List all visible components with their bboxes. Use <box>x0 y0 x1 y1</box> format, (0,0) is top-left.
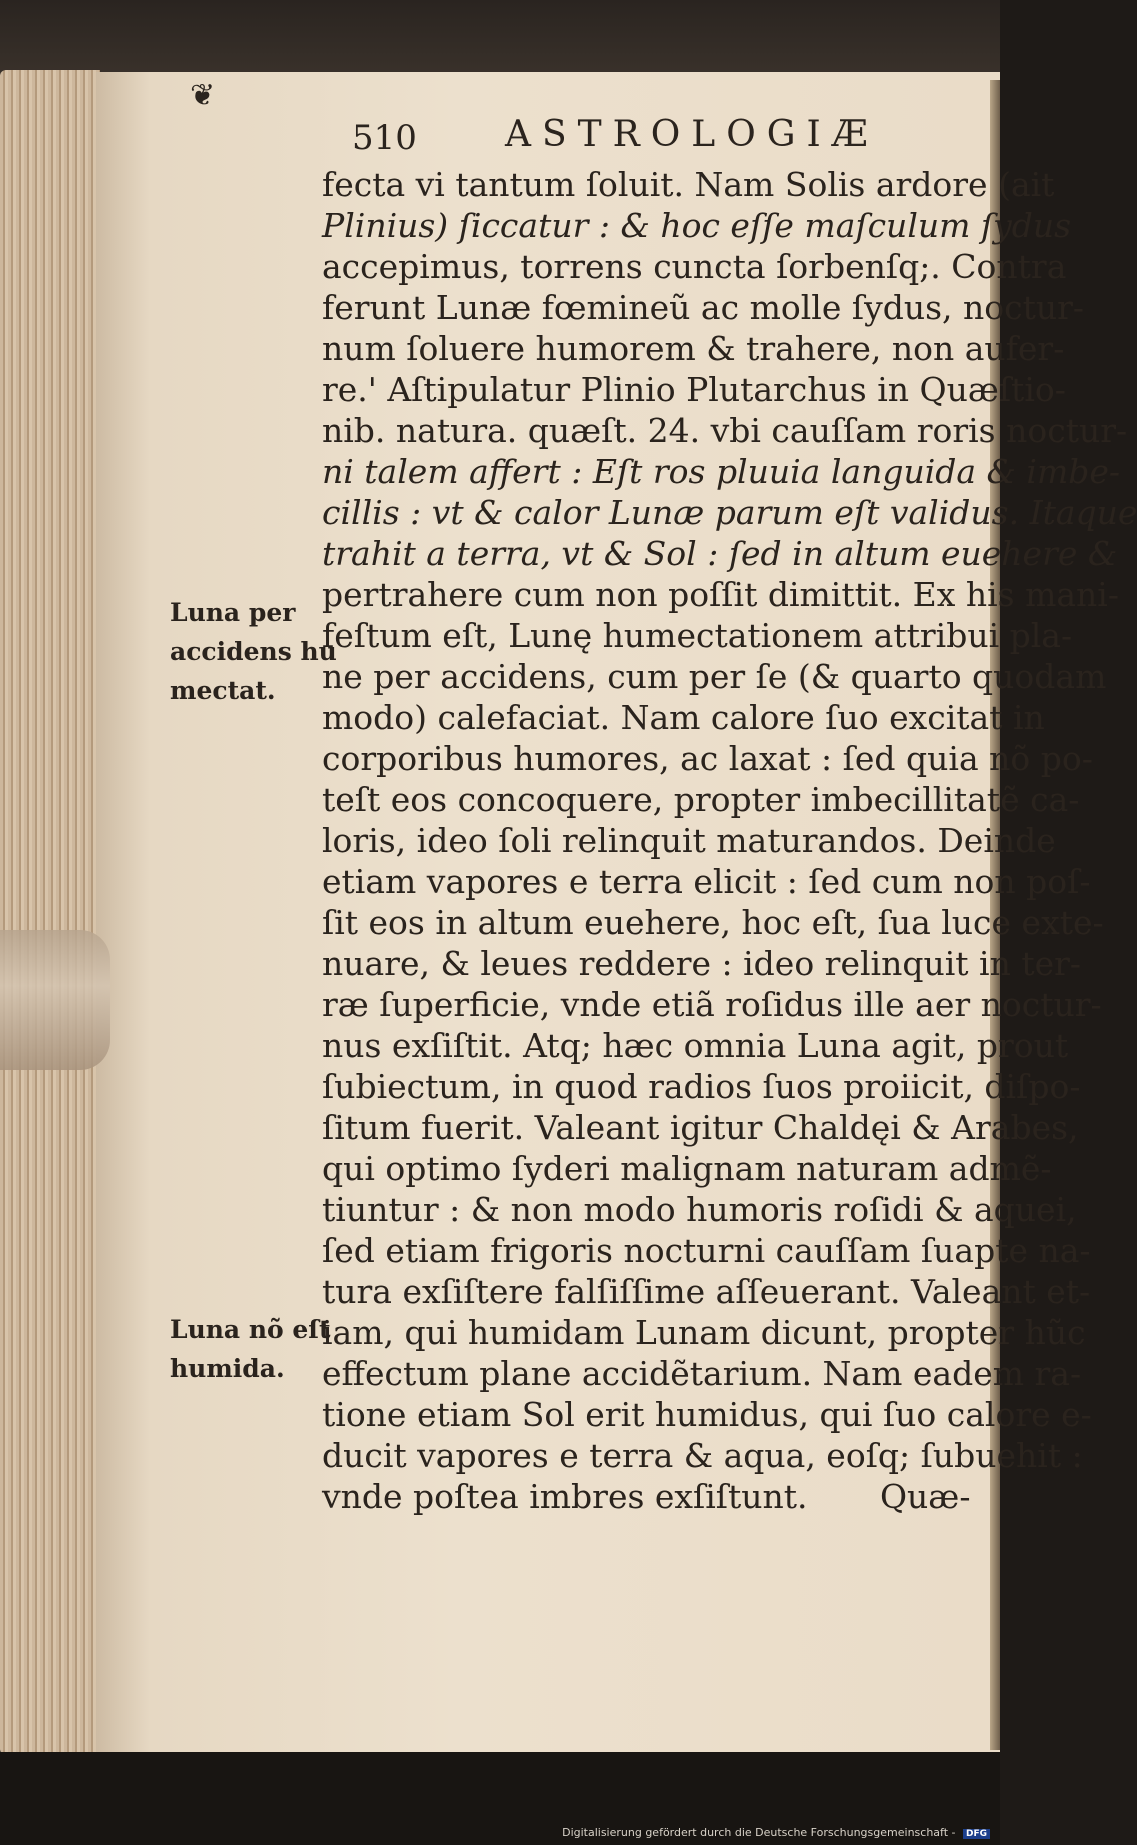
book-page-edges <box>0 70 100 1755</box>
text-line: ducit vapores e terra & aqua, eoſq; ſubuehit : <box>322 1436 1083 1475</box>
text-line: ſit eos in altum euehere, hoc eſt, ſua luce exte- <box>322 903 1104 942</box>
digitization-credit <box>562 1826 990 1839</box>
text-line: ne per accidens, cum per ſe (& quarto quodam <box>322 657 1107 696</box>
credit-text: Digitalisierung gefördert durch die Deutsche Forschungsgemeinschaft - <box>562 1826 956 1839</box>
text-line: fecta vi tantum ſoluit. Nam Solis ardore (ait <box>322 165 1055 204</box>
text-line: ſitum fuerit. Valeant igitur Chaldęi & Arabes, <box>322 1108 1079 1147</box>
text-line: Plinius) ſiccatur : & hoc eſſe maſculum ſydus <box>322 206 1072 245</box>
text-line: iam, qui humidam Lunam dicunt, propter hũc <box>322 1313 1086 1352</box>
text-line: ſed etiam frigoris nocturni cauſſam ſuapte na- <box>322 1231 1091 1270</box>
text-line: qui optimo ſyderi malignam naturam admẽ- <box>322 1149 1052 1188</box>
text-line: corporibus humores, ac laxat : ſed quia nõ po- <box>322 739 1093 778</box>
text-line: tura exſiſtere falſiſſime aſſeuerant. Valeant et- <box>322 1272 1091 1311</box>
margin-note-line: humida. <box>170 1354 285 1383</box>
text-line: teſt eos concoquere, propter imbecillitatẽ ca- <box>322 780 1080 819</box>
text-line: nus exſiſtit. Atq; hæc omnia Luna agit, prout <box>322 1026 1069 1065</box>
page-number: 510 <box>352 118 417 158</box>
margin-note-line: mectat. <box>170 676 276 705</box>
text-line: etiam vapores e terra elicit : ſed cum non poſ- <box>322 862 1091 901</box>
margin-note-line: Luna per <box>170 598 296 627</box>
text-line: feſtum eſt, Lunę humectationem attribui pla- <box>322 616 1073 655</box>
dfg-logo: DFG <box>963 1829 990 1839</box>
text-line: tione etiam Sol erit humidus, qui ſuo calore e- <box>322 1395 1092 1434</box>
margin-note-line: Luna nõ eſt <box>170 1315 331 1344</box>
text-line: accepimus, torrens cuncta ſorbenſq;. Contra <box>322 247 1067 286</box>
text-line: num ſoluere humorem & trahere, non aufer- <box>322 329 1065 368</box>
text-line: trahit a terra, vt & Sol : ſed in altum euehere & <box>322 534 1118 573</box>
ornament-icon: ❦ <box>190 78 216 113</box>
running-title: ASTROLOGIÆ <box>505 114 879 155</box>
text-line: ræ ſuperficie, vnde etiã roſidus ille aer noctur- <box>322 985 1102 1024</box>
text-line: ſubiectum, in quod radios ſuos proiicit, diſpo- <box>322 1067 1081 1106</box>
text-line: tiuntur : & non modo humoris roſidi & aquei, <box>322 1190 1077 1229</box>
text-line: pertrahere cum non poſſit dimittit. Ex his mani- <box>322 575 1120 614</box>
text-line: effectum plane accidẽtarium. Nam eadem ra- <box>322 1354 1082 1393</box>
text-line: nuare, & leues reddere : ideo relinquit in ter- <box>322 944 1082 983</box>
text-line: modo) calefaciat. Nam calore ſuo excitat in <box>322 698 1045 737</box>
margin-note-line: accidens hu <box>170 637 337 666</box>
text-line: ferunt Lunæ fœmineũ ac molle ſydus, noctur- <box>322 288 1085 327</box>
text-line: cillis : vt & calor Lunæ parum eſt validus. Itaque <box>322 493 1137 532</box>
catchword: Quæ- <box>880 1477 971 1516</box>
text-line: ni talem affert : Eſt ros pluuia languida & imbe- <box>322 452 1121 491</box>
text-line: loris, ideo ſoli relinquit maturandos. Deinde <box>322 821 1056 860</box>
scan-background-top <box>0 0 1000 80</box>
book-clip <box>0 930 110 1070</box>
text-line: vnde poſtea imbres exſiſtunt. <box>322 1477 808 1516</box>
text-line: nib. natura. quæſt. 24. vbi cauſſam roris noctur- <box>322 411 1128 450</box>
text-line: re.' Aſtipulatur Plinio Plutarchus in Quæſtio- <box>322 370 1066 409</box>
